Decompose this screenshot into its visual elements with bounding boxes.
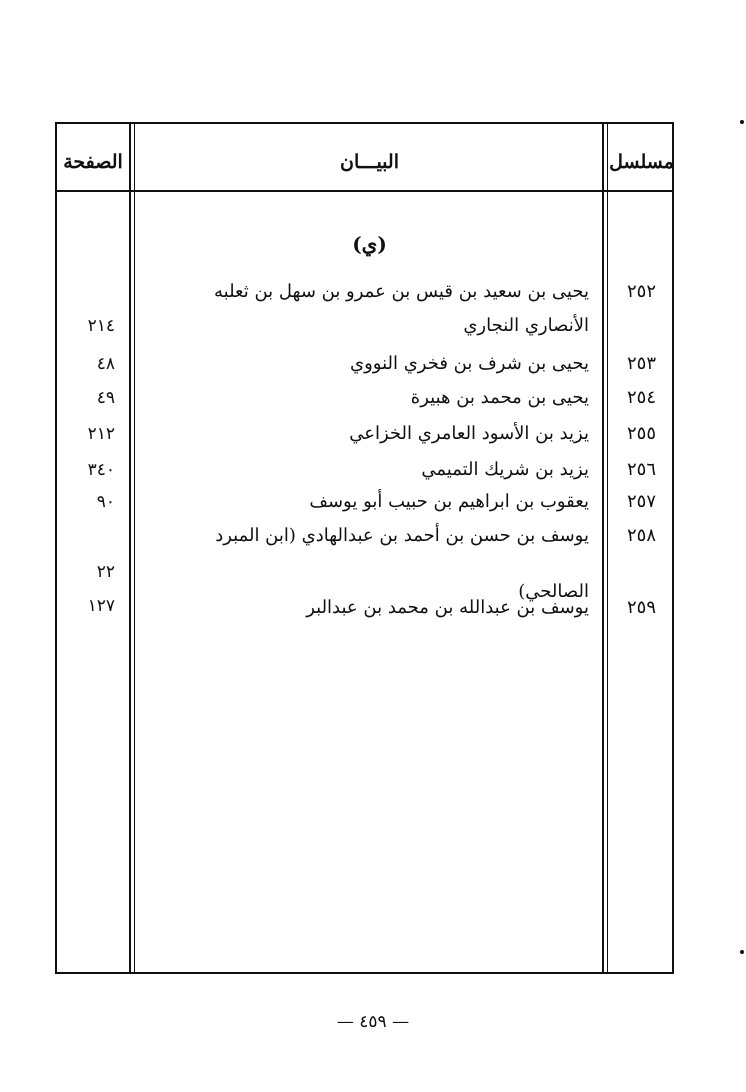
table-row: [57, 310, 672, 342]
statement-cell: يوسف بن عبدالله بن محمد بن عبدالبر: [306, 597, 589, 618]
table-row: [57, 486, 672, 518]
table-row: [57, 520, 672, 552]
page-cell: ٩٠: [96, 492, 115, 512]
page-cell: ١٢٧: [87, 596, 115, 616]
serial-cell: ٢٥٧: [626, 491, 656, 512]
serial-cell: ٢٥٢: [626, 281, 656, 302]
table-row: [57, 418, 672, 450]
statement-cell: يزيد بن الأسود العامري الخزاعي: [349, 423, 589, 444]
statement-cell: الأنصاري النجاري: [463, 315, 589, 336]
table-row: [57, 382, 672, 414]
page-number: — ٤٥٩ —: [336, 1012, 410, 1032]
table-row: [57, 348, 672, 380]
serial-cell: ٢٥٥: [626, 423, 656, 444]
scan-mark: [740, 120, 744, 124]
header-statement: البيـــان: [340, 151, 399, 173]
statement-cell: يحيى بن سعيد بن قيس بن عمرو بن سهل بن ثعلبه: [214, 281, 589, 302]
header-divider: [57, 190, 672, 192]
statement-cell: يعقوب بن ابراهيم بن حبيب أبو يوسف: [309, 491, 589, 512]
scan-mark: [740, 950, 744, 954]
table-row: [57, 454, 672, 486]
page-cell: ٢٢: [96, 562, 115, 582]
serial-cell: ٢٥٩: [626, 597, 656, 618]
statement-cell: الصالحي): [518, 581, 589, 602]
page-cell: ٢١٢: [87, 424, 115, 444]
page-cell: ٤٩: [96, 388, 115, 408]
serial-cell: ٢٥٣: [626, 353, 656, 374]
table-row: [57, 592, 672, 624]
serial-cell: ٢٥٨: [626, 525, 656, 546]
page-cell: ٣٤٠: [87, 460, 115, 480]
statement-cell: يحيى بن محمد بن هبيرة: [410, 387, 589, 408]
index-table: [55, 122, 674, 974]
page-cell: ٤٨: [96, 354, 115, 374]
statement-cell: يحيى بن شرف بن فخري النووي: [349, 353, 589, 374]
header-serial: مسلسل: [609, 151, 674, 173]
page-cell: ٢١٤: [87, 316, 115, 336]
table-row: [57, 276, 672, 308]
header-page: الصفحة: [63, 151, 123, 173]
section-letter: (ي): [352, 232, 387, 256]
serial-cell: ٢٥٤: [626, 387, 656, 408]
statement-cell: يوسف بن حسن بن أحمد بن عبدالهادي (ابن المبرد: [215, 525, 589, 546]
statement-cell: يزيد بن شريك التميمي: [421, 459, 589, 480]
serial-cell: ٢٥٦: [626, 459, 656, 480]
